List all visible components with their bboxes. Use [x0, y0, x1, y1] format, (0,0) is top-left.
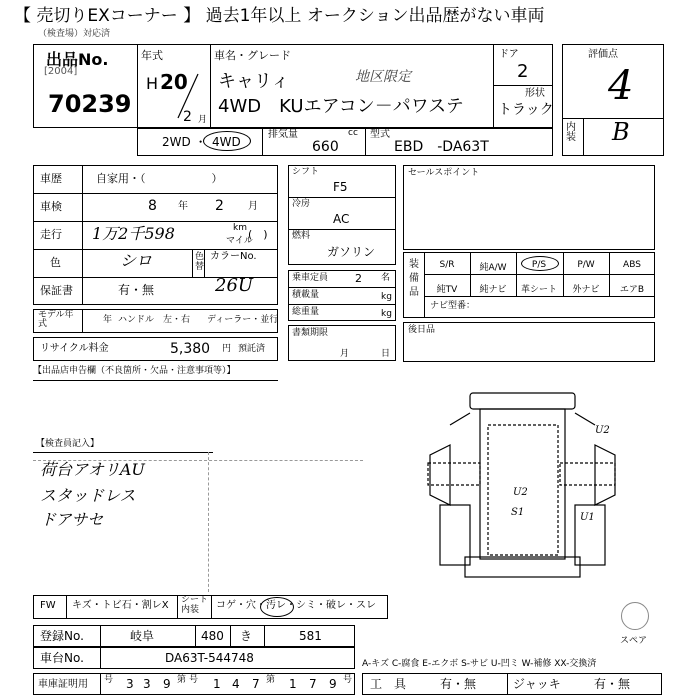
- after-market-block: [403, 322, 655, 362]
- inspector-note-1: 荷台アオリAU: [40, 460, 145, 479]
- model-year-label: モデル年式: [38, 310, 74, 329]
- cc-unit: cc: [348, 128, 358, 138]
- load-label: 積載量: [292, 290, 320, 300]
- drive-2wd: 2WD ・: [162, 135, 207, 149]
- chassis-label: 車台No.: [40, 651, 84, 665]
- history-label: 車歴: [40, 172, 62, 185]
- score-value: 4: [608, 63, 634, 109]
- displacement-label: 排気量: [268, 129, 298, 140]
- dealer: ディーラー・並行: [207, 315, 279, 325]
- seat-text: コゲ・穴・汚レ・シミ・破レ・スレ: [216, 600, 376, 611]
- shape-value: トラック: [498, 102, 554, 118]
- door-label: ドア: [499, 49, 519, 60]
- equip-ps: P/S: [531, 260, 547, 270]
- interior-value: B: [612, 118, 630, 146]
- inspector-title: 【検査員記入】: [36, 439, 100, 449]
- recycle-label: リサイクル料金: [40, 343, 109, 354]
- equip-navi: 純ナビ: [479, 285, 507, 295]
- tools-value: 有・無: [440, 677, 477, 691]
- car-name: キャリィ: [218, 71, 290, 92]
- shift-value: F5: [333, 180, 348, 194]
- grade: 4WD KUエアコン－パワステ: [218, 96, 464, 117]
- drive-4wd: 4WD: [212, 135, 241, 149]
- cert-char-9: 9: [329, 677, 337, 691]
- capacity-value: 2: [355, 272, 362, 285]
- cert-char-1: 3: [126, 677, 134, 691]
- era: H: [146, 74, 159, 93]
- equip-pw: P/W: [577, 260, 595, 270]
- equip-tv: 純TV: [436, 285, 458, 295]
- truck-diagram: [410, 385, 660, 605]
- lot-label: 出品No.: [46, 50, 109, 69]
- chassis-value: DA63T-544748: [165, 651, 254, 665]
- inspection-month: 2: [215, 198, 224, 214]
- jack-value: 有・無: [594, 677, 631, 691]
- mark-s1: S1: [511, 507, 525, 518]
- load-unit: kg: [381, 292, 392, 302]
- model-value: EBD -DA63T: [394, 139, 489, 155]
- model-label: 型式: [370, 129, 390, 140]
- cert-char-2: 3: [143, 677, 151, 691]
- mile-paren: ( ): [248, 228, 268, 241]
- equip-airbag: エアB: [619, 285, 645, 295]
- cert-unit-2: 第: [177, 675, 187, 685]
- sub-note: （検査場）対応済: [38, 29, 111, 39]
- handle: ハンドル 左・右: [118, 315, 191, 325]
- color-no-label: カラーNo.: [210, 251, 257, 262]
- recycle-note: 預託済: [238, 344, 266, 354]
- reg-label: 登録No.: [40, 629, 84, 643]
- damage-title: 【出品店申告欄（不良箇所・欠品・注意事項等）】: [33, 366, 236, 376]
- cert-char-5: 4: [232, 677, 240, 691]
- cert-char-7: 1: [289, 677, 297, 691]
- inspector-note-2: スタッドレス: [40, 486, 136, 505]
- equip-ext-navi: 外ナビ: [572, 285, 600, 295]
- codes-legend: A-キズ C-腐食 E-エクボ S-サビ U-凹ミ W-補修 XX-交換済: [362, 659, 597, 669]
- year-label: 年式: [141, 49, 163, 62]
- recycle-unit: 円: [222, 344, 232, 354]
- warranty-label: 保証書: [40, 284, 73, 297]
- ac-value: AC: [333, 212, 350, 226]
- year-stamp: [2004]: [44, 66, 78, 77]
- warranty-value: 有・無: [118, 283, 155, 297]
- shift-label: シフト: [292, 167, 320, 177]
- tools-label: 工具: [370, 677, 419, 691]
- cert-char-3: 9: [163, 677, 171, 691]
- inspection-label: 車検: [40, 200, 62, 213]
- cert-char-4: 1: [213, 677, 221, 691]
- score-label: 評価点: [588, 49, 618, 60]
- capacity-unit: 名: [381, 273, 391, 283]
- km-unit: km: [233, 223, 247, 233]
- displacement-value: 660: [312, 139, 339, 155]
- mark-u2-center: U2: [513, 487, 528, 498]
- color-label: 色: [50, 256, 61, 269]
- month-unit: 月: [198, 115, 208, 125]
- doc-month: 月: [340, 349, 350, 359]
- recycle-value: 5,380: [170, 341, 211, 357]
- total-unit: kg: [381, 309, 392, 319]
- jack-label: ジャッキ: [513, 677, 561, 691]
- doc-day: 日: [381, 349, 391, 359]
- ac-label: 冷房: [292, 199, 311, 209]
- fw-text: キズ・トビ石・割レX: [72, 600, 169, 611]
- navi-label: ナビ型番：: [430, 301, 476, 311]
- cert-unit-1: 号: [104, 675, 114, 685]
- shape-label: 形状: [525, 88, 545, 99]
- reg-class: 480: [201, 629, 224, 643]
- total-label: 総重量: [292, 307, 320, 317]
- reg-kana: き: [240, 629, 253, 643]
- region-stamp: 地区限定: [355, 69, 411, 85]
- equip-leather: 革シート: [520, 285, 557, 295]
- equip-abs: ABS: [623, 260, 641, 270]
- mark-u2-top: U2: [595, 425, 610, 436]
- mark-u1: U1: [580, 512, 595, 523]
- reg-number: 581: [299, 629, 322, 643]
- equip-aw: 純A/W: [479, 263, 507, 273]
- reg-place: 岐阜: [130, 629, 155, 643]
- mile-unit: マイル: [226, 236, 253, 246]
- capacity-label: 乗車定員: [292, 273, 329, 283]
- cert-unit-5: 号: [343, 675, 353, 685]
- spare-tire-circle: [621, 602, 649, 630]
- seat-label: シート内装: [181, 595, 209, 615]
- equipment-label: 装備品: [409, 259, 419, 298]
- fw-label: FW: [40, 600, 56, 611]
- inspector-note-3: ドアサセ: [40, 510, 104, 529]
- cert-label: 車庫証明用: [38, 679, 88, 690]
- cert-unit-3: 号: [189, 675, 199, 685]
- sales-point-label: セールスポイント: [408, 168, 480, 178]
- inspection-month-unit: 月: [248, 201, 258, 212]
- inspection-year-unit: 年: [178, 201, 188, 212]
- cert-unit-4: 第: [266, 675, 276, 685]
- banner-title: 【 売切りEXコーナー 】 過去1年以上 オークション出品歴がない車両: [14, 6, 545, 26]
- year-value: 20: [160, 70, 188, 94]
- lot-number: 70239: [48, 90, 132, 118]
- inspection-year: 8: [148, 198, 157, 214]
- mileage-value: 1万2千598: [92, 224, 175, 243]
- name-label: 車名・グレード: [214, 49, 291, 62]
- equip-sr: S/R: [439, 260, 455, 270]
- color-value: シロ: [120, 251, 153, 270]
- month-value: 2: [183, 109, 192, 125]
- color-change-label: 色替: [195, 252, 205, 272]
- cert-char-6: 7: [252, 677, 260, 691]
- after-market-label: 後日品: [408, 325, 436, 335]
- interior-label: 内装: [566, 122, 576, 143]
- cert-char-8: 7: [309, 677, 317, 691]
- mileage-label: 走行: [40, 228, 62, 241]
- history-value: 自家用・（ ）: [96, 172, 223, 185]
- doors-value: 2: [517, 61, 529, 82]
- spare-label: スペア: [620, 636, 648, 646]
- color-no-value: 26U: [215, 275, 254, 296]
- fuel-value: ガソリン: [327, 245, 376, 259]
- model-year-unit: 年: [103, 315, 113, 325]
- doc-label: 書類期限: [292, 328, 329, 338]
- fuel-label: 燃料: [292, 231, 311, 241]
